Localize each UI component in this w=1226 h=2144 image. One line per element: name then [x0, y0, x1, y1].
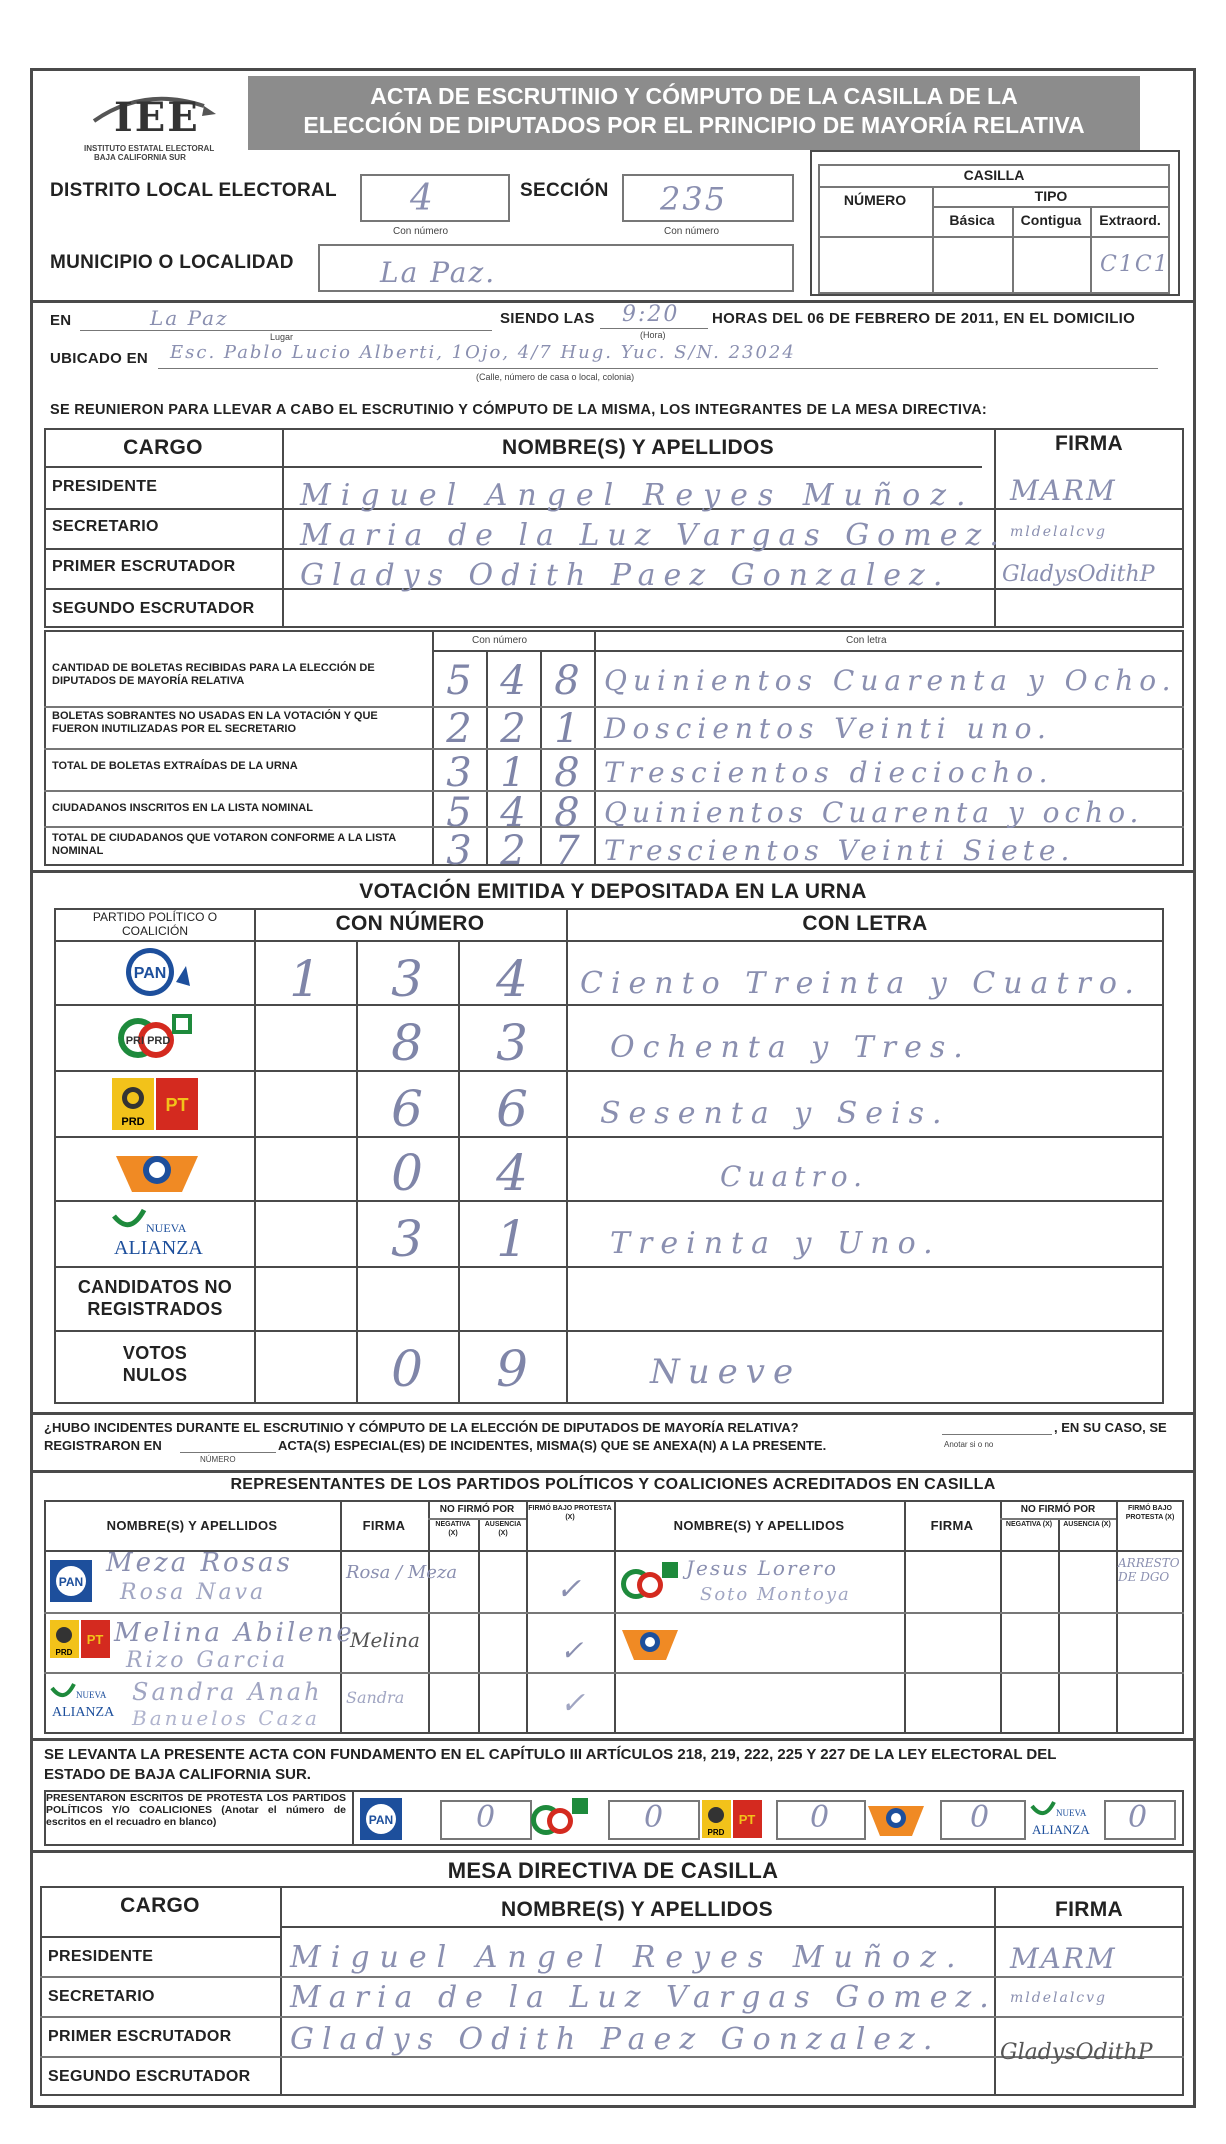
svg-text:PAN: PAN: [368, 1813, 394, 1827]
boletas-con-letra: Con letra: [846, 635, 887, 646]
boleta-digit: 2: [500, 706, 526, 752]
candidatos-no-registrados-label: CANDIDATOS NO REGISTRADOS: [77, 1277, 233, 1319]
mesa-bottom-cargo-1: SECRETARIO: [48, 1988, 155, 2005]
votacion-title: VOTACIÓN EMITIDA Y DEPOSITADA EN LA URNA: [359, 880, 867, 903]
boleta-digit: 1: [500, 750, 526, 796]
mesa-bottom-firma-3: GladysOdithP: [1000, 2040, 1153, 2065]
boleta-digit: 5: [446, 658, 472, 704]
municipio-label: MUNICIPIO O LOCALIDAD: [50, 252, 294, 273]
partido-label: PARTIDO POLÍTICO O COALICIÓN: [92, 910, 218, 938]
hora-value: 9:20: [622, 302, 680, 327]
mesa-top-cargo-label: CARGO: [123, 436, 203, 459]
boleta-label-0: CANTIDAD DE BOLETAS RECIBIDAS PARA LA ELECCIÓN DE DIPUTADOS DE MAYORÍA RELATIVA: [52, 662, 375, 687]
vote-letra-1: Ochenta y Tres.: [610, 1030, 971, 1065]
mesa-top-nombre-2: Gladys Odith Paez Gonzalez.: [300, 558, 951, 593]
boleta-label-3: CIUDADANOS INSCRITOS EN LA LISTA NOMINAL: [52, 802, 313, 814]
mesa-bottom-cargo-label: CARGO: [120, 1894, 200, 1917]
title-line-1: ACTA DE ESCRUTINIO Y CÓMPUTO DE LA CASILLA DE LA: [370, 83, 1018, 109]
boleta-digit: 2: [446, 706, 472, 752]
svg-text:ALIANZA: ALIANZA: [114, 1237, 203, 1259]
hora-label: (Hora): [640, 330, 666, 340]
escritos-value-4: 0: [1128, 1800, 1150, 1835]
rep-left-nombre2-1: Rizo Garcia: [126, 1648, 289, 1673]
svg-text:PRD: PRD: [707, 1828, 725, 1837]
svg-text:PT: PT: [165, 1095, 189, 1115]
mesa-top-firma-label: FIRMA: [1055, 432, 1123, 455]
svg-text:NUEVA: NUEVA: [76, 1690, 107, 1700]
mesa-bottom-firma-label: FIRMA: [1055, 1898, 1123, 1921]
vote-digit: 1: [289, 950, 321, 1008]
en-value: La Paz: [150, 306, 229, 330]
vote-letra-2: Sesenta y Seis.: [600, 1096, 950, 1131]
rep-prd-pt-logo: [50, 1620, 110, 1663]
escritos-convergencia-logo: [866, 1796, 926, 1845]
convergencia-logo: [112, 1142, 202, 1196]
casilla-label: CASILLA: [963, 167, 1025, 183]
rep-left-nombre2-2: Banuelos Caza: [132, 1706, 320, 1730]
svg-text:PRI PRD: PRI PRD: [125, 1035, 171, 1047]
rep-pan-logo: [50, 1560, 92, 1607]
escritos-value-1: 0: [644, 1800, 666, 1835]
svg-text:NUEVA: NUEVA: [146, 1221, 187, 1235]
mesa-top-nombre-1: Maria de la Luz Vargas Gomez.: [300, 518, 1007, 553]
mesa-top-cargo-1: SECRETARIO: [52, 518, 159, 535]
vote-letra-3: Cuatro.: [720, 1160, 869, 1193]
distrito-field[interactable]: [360, 174, 510, 222]
rep-right-ausencia: AUSENCIA (X): [1063, 1521, 1111, 1528]
pan-icon: [50, 1560, 92, 1602]
seccion-value: 235: [660, 180, 728, 218]
basica-label: Básica: [949, 212, 995, 228]
pan-logo: [124, 946, 176, 998]
rep-right-nombre2-0: Soto Montoya: [700, 1584, 851, 1605]
mesa-bottom-nombre-0: Miguel Angel Reyes Muñoz.: [290, 1940, 966, 1975]
mesa-bottom-cargo-3: SEGUNDO ESCRUTADOR: [48, 2068, 251, 2085]
svg-text:ALIANZA: ALIANZA: [52, 1705, 115, 1720]
incidentes-line-1: ¿HUBO INCIDENTES DURANTE EL ESCRUTINIO Y CÓMPUTO DE LA ELECCIÓN DE DIPUTADOS DE MAYORÍA RELATIVA?: [44, 1420, 799, 1435]
boleta-letra-2: Trescientos dieciocho.: [604, 756, 1054, 789]
vote-letra-6: Nueve: [650, 1352, 802, 1392]
prd-pt-icon: [702, 1800, 762, 1838]
iee-logo: [84, 86, 224, 146]
mesa-bottom-cargo-0: PRESIDENTE: [48, 1948, 154, 1965]
boleta-label-4: TOTAL DE CIUDADANOS QUE VOTARON CONFORME A LA LISTA NOMINAL: [52, 832, 396, 857]
boletas-con-numero: Con número: [472, 635, 528, 646]
pri-prd-icon: [530, 1796, 590, 1840]
institute-name-2: BAJA CALIFORNIA SUR: [94, 153, 186, 162]
mesa-bottom-nombre-2: Gladys Odith Paez Gonzalez.: [290, 2022, 941, 2057]
votos-nulos-label: VOTOS NULOS: [122, 1343, 188, 1385]
boleta-letra-3: Quinientos Cuarenta y ocho.: [604, 796, 1144, 829]
casilla-tipo-value: C1C1: [1100, 252, 1170, 277]
rep-left-mark-2: ✓: [560, 1686, 588, 1721]
rep-left-firma-2: Sandra: [346, 1688, 405, 1707]
mesa-top-cargo-2: PRIMER ESCRUTADOR: [52, 558, 236, 575]
rep-left-nombres: NOMBRE(S) Y APELLIDOS: [106, 1518, 278, 1533]
rep-right-mark-0: ARRESTO DE DGO: [1118, 1556, 1180, 1584]
boleta-digit: 8: [554, 750, 580, 796]
escritos-pan-logo: [360, 1798, 402, 1845]
boleta-digit: 5: [446, 790, 472, 836]
mesa-top-firma-2: GladysOdithP: [1002, 562, 1155, 587]
incidentes-line-2a: REGISTRARON EN: [44, 1438, 162, 1453]
escritos-pri-prd-logo: [530, 1796, 590, 1845]
nueva-alianza-icon: [50, 1682, 120, 1722]
vote-digit: 9: [496, 1340, 528, 1398]
rep-left-nombre2-0: Rosa Nava: [120, 1580, 267, 1605]
rep-left-firma-0: Rosa / Meza: [346, 1562, 458, 1583]
mesa-top-cargo-3: SEGUNDO ESCRUTADOR: [52, 600, 255, 617]
rep-nueva-alianza-logo: [50, 1682, 120, 1727]
prd-pt-icon: [50, 1620, 110, 1658]
svg-text:PAN: PAN: [133, 965, 167, 982]
rep-right-firma: FIRMA: [930, 1518, 974, 1533]
mesa-bottom-firma-0: MARM: [1010, 1942, 1117, 1975]
svg-text:ALIANZA: ALIANZA: [1032, 1822, 1090, 1837]
boleta-digit: 4: [500, 790, 526, 836]
escritos-value-2: 0: [810, 1800, 832, 1835]
mesa-bottom-title: MESA DIRECTIVA DE CASILLA: [447, 1858, 779, 1883]
ubicado-label: UBICADO EN: [50, 350, 149, 367]
rep-left-ausencia: AUSENCIA (X): [484, 1521, 522, 1537]
vote-letra-0: Ciento Treinta y Cuatro.: [580, 966, 1142, 1001]
vote-digit: 3: [391, 1210, 423, 1268]
extraord-label: Extraord.: [1099, 212, 1161, 228]
boleta-digit: 8: [554, 790, 580, 836]
rep-left-firma-1: Melina: [350, 1628, 420, 1652]
mesa-bottom-nombres-label: NOMBRE(S) Y APELLIDOS: [501, 1898, 773, 1921]
municipio-value: La Paz.: [380, 256, 497, 289]
boleta-letra-0: Quinientos Cuarenta y Ocho.: [604, 664, 1177, 697]
rep-left-nombre1-0: Meza Rosas: [106, 1548, 293, 1578]
vote-digit: 0: [391, 1144, 423, 1202]
rep-right-negativa: NEGATIVA (X): [1005, 1521, 1053, 1528]
escritos-prd-pt-logo: [702, 1800, 762, 1843]
horas-text: HORAS DEL 06 DE FEBRERO DE 2011, EN EL DOMICILIO: [712, 310, 1136, 327]
svg-text:NUEVA: NUEVA: [1056, 1808, 1087, 1818]
mesa-top-firma-1: mldelalcvg: [1010, 524, 1108, 540]
numero-label: NÚMERO: [843, 192, 907, 208]
escritos-value-0: 0: [476, 1800, 498, 1835]
boleta-digit: 4: [500, 658, 526, 704]
rep-left-firma: FIRMA: [362, 1518, 406, 1533]
vote-digit: 4: [496, 950, 528, 1008]
pan-icon: [360, 1798, 402, 1840]
pri-prd-icon: [620, 1560, 680, 1604]
vote-letra-4: Treinta y Uno.: [610, 1226, 941, 1261]
seccion-con-numero: Con número: [664, 226, 720, 237]
vote-digit: 3: [391, 950, 423, 1008]
lugar-label: Lugar: [270, 332, 294, 342]
boleta-letra-4: Trescientos Veinti Siete.: [604, 834, 1075, 867]
vote-digit: 0: [391, 1340, 423, 1398]
boleta-digit: 8: [554, 658, 580, 704]
pri-prd-icon: [116, 1010, 196, 1064]
boleta-digit: 2: [500, 828, 526, 874]
vote-digit: 1: [496, 1210, 528, 1268]
rep-right-nombre1-0: Jesus Lorero: [686, 1556, 838, 1580]
votacion-con-numero: CON NÚMERO: [335, 912, 485, 935]
boleta-letra-1: Doscientos Veinti uno.: [604, 712, 1052, 745]
mesa-top-firma-0: MARM: [1010, 474, 1117, 507]
boleta-digit: 3: [446, 750, 472, 796]
pan-icon: [124, 946, 194, 998]
mesa-top-nombre-0: Miguel Angel Reyes Muñoz.: [300, 478, 976, 513]
boleta-label-2: TOTAL DE BOLETAS EXTRAÍDAS DE LA URNA: [52, 760, 298, 772]
escritos-nueva-alianza-logo: [1030, 1800, 1096, 1845]
mesa-top-cargo-0: PRESIDENTE: [52, 478, 158, 495]
convergencia-icon: [112, 1142, 202, 1196]
incidentes-anotar: Anotar si o no: [944, 1440, 994, 1449]
rep-right-no-firmo: NO FIRMÓ POR: [1020, 1504, 1096, 1515]
boleta-label-1: BOLETAS SOBRANTES NO USADAS EN LA VOTACIÓN Y QUE FUERON INUTILIZADAS POR EL SECRETARIO: [52, 710, 378, 735]
svg-text:PRD: PRD: [55, 1648, 73, 1657]
mesa-bottom-nombre-1: Maria de la Luz Vargas Gomez.: [290, 1980, 997, 2015]
rep-pri-prd-logo: [620, 1560, 680, 1609]
incidentes-line-1-end: , EN SU CASO, SE: [1054, 1420, 1167, 1435]
distrito-con-numero: Con número: [393, 226, 449, 237]
mesa-bottom-cargo-2: PRIMER ESCRUTADOR: [48, 2028, 232, 2045]
vote-digit: 4: [496, 1144, 528, 1202]
tipo-label: TIPO: [1034, 188, 1068, 204]
rep-left-mark-1: ✓: [560, 1634, 586, 1667]
rep-right-bajo-protesta: FIRMÓ BAJO PROTESTA (X): [1125, 1505, 1175, 1521]
svg-text:PT: PT: [738, 1812, 756, 1827]
incidentes-line-2b: ACTA(S) ESPECIAL(ES) DE INCIDENTES, MISMA(S) QUE SE ANEXA(N) A LA PRESENTE.: [278, 1438, 827, 1453]
en-label: EN: [50, 312, 72, 329]
rep-left-nombre1-1: Melina Abilene: [114, 1618, 355, 1648]
rep-left-no-firmo: NO FIRMÓ POR: [439, 1504, 515, 1515]
escritos-value-3: 0: [970, 1800, 992, 1835]
fundamento-line-1: SE LEVANTA LA PRESENTE ACTA CON FUNDAMENTO EN EL CAPÍTULO III ARTÍCULOS 218, 219, 222, 225 Y 227 DE LA LEY ELECTORAL DEL: [44, 1746, 1057, 1763]
prd-pt-icon: [112, 1078, 198, 1130]
votacion-con-letra: CON LETRA: [802, 912, 928, 935]
escritos-label: PRESENTARON ESCRITOS DE PROTESTA LOS PARTIDOS POLÍTICOS Y/O COALICIONES (Anotar el número de escritos en el recuadro en blanco): [46, 1792, 346, 1828]
boleta-digit: 3: [446, 828, 472, 874]
rep-right-nombres: NOMBRE(S) Y APELLIDOS: [673, 1518, 845, 1533]
siendo-label: SIENDO LAS: [500, 310, 595, 327]
boleta-digit: 7: [554, 828, 580, 874]
vote-digit: 6: [391, 1080, 423, 1138]
iee-logo-text: IEE: [114, 94, 200, 141]
vote-digit: 8: [391, 1014, 423, 1072]
reunieron-text: SE REUNIERON PARA LLEVAR A CABO EL ESCRUTINIO Y CÓMPUTO DE LA MISMA, LOS INTEGRANTES DE LA MESA DIRECTIVA:: [50, 402, 988, 418]
svg-text:PT: PT: [86, 1632, 104, 1647]
convergencia-icon: [620, 1620, 680, 1664]
contigua-label: Contigua: [1020, 212, 1082, 228]
distrito-label: DISTRITO LOCAL ELECTORAL: [50, 180, 337, 201]
calle-label: (Calle, número de casa o local, colonia): [476, 372, 635, 382]
fundamento-line-2: ESTADO DE BAJA CALIFORNIA SUR.: [44, 1766, 311, 1783]
rep-convergencia-logo: [620, 1620, 680, 1669]
incidentes-numero: NÚMERO: [200, 1455, 236, 1464]
nueva-alianza-icon: [1030, 1800, 1096, 1840]
nueva-alianza-logo: [110, 1206, 210, 1260]
vote-digit: 6: [496, 1080, 528, 1138]
rep-left-bajo-protesta: FIRMÓ BAJO PROTESTA (X): [528, 1505, 612, 1521]
prd-pt-logo: [112, 1078, 198, 1130]
nueva-alianza-icon: [110, 1206, 210, 1260]
seccion-label: SECCIÓN: [520, 180, 609, 201]
svg-text:PAN: PAN: [58, 1575, 84, 1589]
convergencia-icon: [866, 1796, 926, 1840]
rep-left-nombre1-2: Sandra Anah: [132, 1678, 323, 1706]
institute-name-1: INSTITUTO ESTATAL ELECTORAL: [84, 144, 215, 153]
representantes-title: REPRESENTANTES DE LOS PARTIDOS POLÍTICOS Y COALICIONES ACREDITADOS EN CASILLA: [230, 1476, 996, 1493]
mesa-top-nombres-label: NOMBRE(S) Y APELLIDOS: [502, 436, 774, 459]
ubicado-value: Esc. Pablo Lucio Alberti, 1Ojo, 4/7 Hug. Yuc. S/N. 23024: [170, 342, 796, 363]
distrito-value: 4: [410, 178, 435, 219]
title-line-2: ELECCIÓN DE DIPUTADOS POR EL PRINCIPIO DE MAYORÍA RELATIVA: [303, 112, 1085, 138]
boleta-digit: 1: [554, 706, 580, 752]
svg-text:PRD: PRD: [121, 1116, 145, 1128]
rep-left-mark-0: ✓: [556, 1572, 584, 1607]
mesa-bottom-firma-1: mldelalcvg: [1010, 1990, 1108, 2006]
vote-digit: 3: [496, 1014, 528, 1072]
rep-left-negativa: NEGATIVA (X): [435, 1521, 471, 1537]
pri-prd-logo: [116, 1010, 196, 1064]
